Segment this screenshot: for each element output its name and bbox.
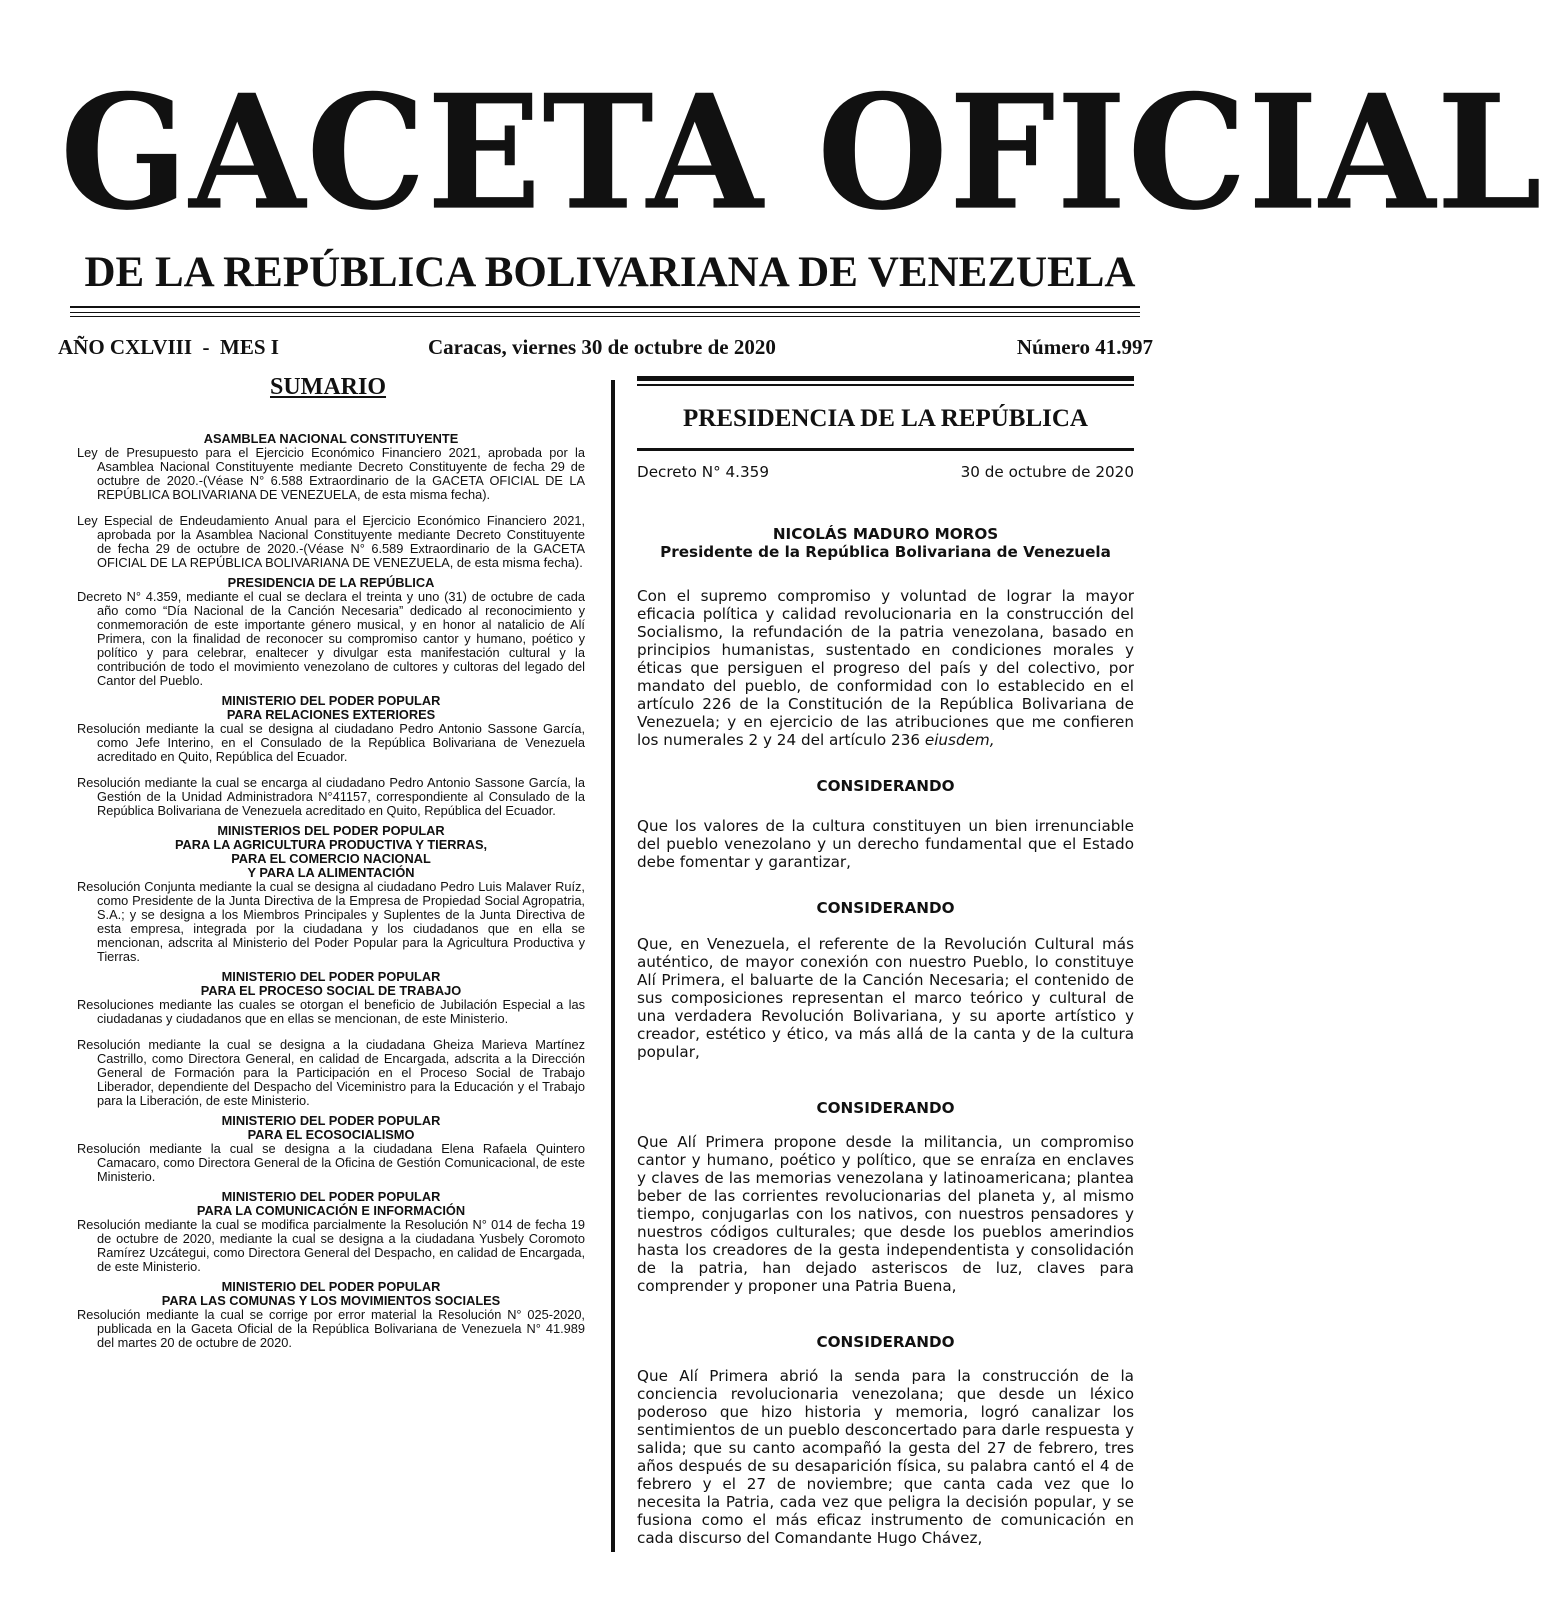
president-title: Presidente de la República Bolivariana de Venezuela (660, 543, 1111, 561)
sumario-section (77, 1114, 585, 1184)
sumario-section (77, 1280, 585, 1350)
section-heading: MINISTERIO DEL PODER POPULAR PARA EL ECOSOCIALISMO (221, 1113, 441, 1142)
decree-top-rule (637, 376, 1134, 381)
section-heading: PRESIDENCIA DE LA REPÚBLICA (227, 575, 435, 590)
decree-intro-italic: eiusdem, (924, 731, 995, 749)
decree-number-line (637, 463, 1134, 481)
issue-line (58, 333, 1153, 361)
section-heading: MINISTERIO DEL PODER POPULAR PARA RELACIONES EXTERIORES (221, 693, 441, 722)
sumario-title: SUMARIO (270, 374, 387, 400)
president-name: NICOLÁS MADURO MOROS (772, 525, 999, 543)
considerando-text: Que los valores de la cultura constituyen un bien irrenunciable del pueblo venezolano y un derecho fundamental que el Estado debe fomentar y garantizar, (637, 817, 1134, 871)
sumario-entry: Ley Especial de Endeudamiento Anual para el Ejercicio Económico Financiero 2021, aprobada por la Asamblea Nacional Constituyente mediante Decreto Constituyente de fecha 29 de octubre de 2020.-(Véase N° 6.589 Extraordinario de la GACETA OFICIAL DE LA REPÚBLICA BOLIVARIANA DE VENEZUELA, de esta misma fecha). (77, 513, 585, 570)
section-heading: MINISTERIO DEL PODER POPULAR PARA LAS COMUNAS Y LOS MOVIMIENTOS SOCIALES (161, 1279, 501, 1308)
sumario-entry: Ley de Presupuesto para el Ejercicio Económico Financiero 2021, aprobada por la Asamblea Nacional Constituyente mediante Decreto Constituyente de fecha 29 de octubre de 2020.-(Véase N° 6.588 Extraordinario de la GACETA OFICIAL DE LA REPÚBLICA BOLIVARIANA DE VENEZUELA, de esta misma fecha). (77, 445, 585, 502)
sumario-entry: Resolución mediante la cual se corrige por error material la Resolución N° 025-2020, publicada en la Gaceta Oficial de la República Bolivariana de Venezuela N° 41.989 del martes 20 de octubre de 2020. (77, 1307, 585, 1350)
sumario-entry: Decreto N° 4.359, mediante el cual se declara el treinta y uno (31) de octubre de cada año como “Día Nacional de la Canción Necesaria” dedicado al reconocimiento y conmemoración de este importante género musical, y en honor al natalicio de Alí Primera, con la finalidad de reconocer su compromiso cantor y humano, poético y político y para celebrar, enaltecer y divulgar esta manifestación cultural y la contribución de todo el movimiento venezolano de cultores y cultoras del legado del Cantor del Pueblo. (77, 589, 585, 688)
considerando-text: Que, en Venezuela, el referente de la Revolución Cultural más auténtico, de mayor conexión con nuestro Pueblo, lo constituye Alí Primera, el baluarte de la Canción Necesaria; el contenido de sus composiciones representan el marco teórico y cultural de una verdadera Revolución Bolivariana, y su aporte artístico y creador, estético y ético, va más allá de la canta y de la cultura popular, (637, 935, 1134, 1061)
section-heading: MINISTERIO DEL PODER POPULAR PARA EL PROCESO SOCIAL DE TRABAJO (200, 969, 462, 998)
sumario-section (77, 576, 585, 688)
decree-top-rule-thin (637, 384, 1134, 386)
decree-intro-text: Con el supremo compromiso y voluntad de lograr la mayor eficacia política y calidad revolucionaria en la construcción del Socialismo, la refundación de la patria venezolana, basado en principios humanistas, sustentado en condiciones morales y éticas que persiguen el progreso del país y del colectivo, por mandato del pueblo, de conformidad con lo establecido en el artículo 226 de la Constitución de la República Bolivariana de Venezuela; y en ejercicio de las atribuciones que me confieren los numerales 2 y 24 del artículo 236 (637, 587, 1134, 749)
presidencia-rule (637, 448, 1134, 451)
sumario-entry: Resolución Conjunta mediante la cual se designa al ciudadano Pedro Luis Malaver Ruíz, como Presidente de la Junta Directiva de la Empresa de Propiedad Social Agropatria, S.A.; y se designa a los Miembros Principales y Suplentes de la Junta Directiva de esta empresa, integrada por la ciudadana y los ciudadanos que en ella se mencionan, adscrita al Ministerio del Poder Popular para la Agricultura Productiva y Tierras. (77, 879, 585, 964)
sumario-column (77, 432, 585, 1356)
sumario-entry: Resolución mediante la cual se modifica parcialmente la Resolución N° 014 de fecha 19 de octubre de 2020, mediante la cual se designa a la ciudadana Yusbely Coromoto Ramírez Uzcátegui, como Directora General del Despacho, en calidad de Encargada, de este Ministerio. (77, 1217, 585, 1274)
sumario-section (77, 432, 585, 570)
decree-intro (637, 587, 1134, 749)
decree-column (637, 376, 1134, 1547)
section-heading: ASAMBLEA NACIONAL CONSTITUYENTE (203, 431, 459, 446)
column-divider (611, 380, 615, 1552)
masthead-rule-3 (70, 316, 1140, 317)
sumario-section (77, 1190, 585, 1274)
sumario-section (77, 824, 585, 964)
sumario-section (77, 694, 585, 818)
considerando-text: Que Alí Primera propone desde la militancia, un compromiso cantor y humano, poético y político, que se enraíza en enclaves y claves de las memorias venezolana y latinoamericana; plantea beber de las corrientes revolucionarias del planeta y, al mismo tiempo, conjugarlas con los nativos, con nuestros pensadores y nuestros códigos culturales; que desde los pueblos amerindios hasta los creadores de la gesta independentista y consolidación de la patria, han dejado asteriscos de luz, claves para comprender y proponer una Patria Buena, (637, 1133, 1134, 1295)
sumario-entry: Resolución mediante la cual se encarga al ciudadano Pedro Antonio Sassone García, la Gestión de la Unidad Administradora N°41157, correspondiente al Consulado de la República Bolivariana de Venezuela acreditado en Quito, República del Ecuador. (77, 775, 585, 818)
considerando-heading: CONSIDERANDO (816, 1099, 955, 1117)
considerando-text: Que Alí Primera abrió la senda para la construcción de la conciencia revolucionaria venezolana; que desde un léxico poderoso que hizo historia y memoria, logró canalizar los sentimientos de un pueblo desconcertado para darle respuesta y salida; que su canto acompañó la gesta del 27 de febrero, tres años después de su desaparición física, su palabra cantó el 4 de febrero y el 27 de noviembre; que canta cada vez que lo necesita la Patria, cada vez que peligra la decisión popular, y se fusiona como el más eficaz instrumento de comunicación en cada discurso del Comandante Hugo Chávez, (637, 1367, 1134, 1547)
sumario-entry: Resolución mediante la cual se designa a la ciudadana Elena Rafaela Quintero Camacaro, como Directora General de la Oficina de Gestión Comunicacional, de este Ministerio. (77, 1141, 585, 1184)
issue-year-month: AÑO CXLVIII - MES I (58, 335, 279, 359)
section-heading: MINISTERIO DEL PODER POPULAR PARA LA COMUNICACIÓN E INFORMACIÓN (196, 1189, 466, 1218)
masthead-rule-1 (70, 306, 1140, 308)
presidencia-title: PRESIDENCIA DE LA REPÚBLICA (683, 405, 1088, 432)
sumario-section (77, 970, 585, 1108)
masthead-rule-2 (70, 312, 1140, 313)
sumario-entry: Resoluciones mediante las cuales se otorgan el beneficio de Jubilación Especial a las ciudadanas y ciudadanos que en ellas se mencionan, de este Ministerio. (77, 997, 585, 1026)
section-heading: MINISTERIOS DEL PODER POPULAR PARA LA AGRICULTURA PRODUCTIVA Y TIERRAS, PARA EL COMERCIO NACIONAL Y PARA LA ALIMENTACIÓN (174, 823, 488, 880)
masthead-subtitle: DE LA REPÚBLICA BOLIVARIANA DE VENEZUELA (84, 249, 1136, 296)
sumario-entry: Resolución mediante la cual se designa a la ciudadana Gheiza Marieva Martínez Castrillo, como Directora General, en calidad de Encargada, adscrita a la Dirección General de Formación para la Participación en el Proceso Social de Trabajo Liberador, dependiente del Despacho del Viceministro para la Educación y el Trabajo para la Liberación, de este Ministerio. (77, 1037, 585, 1108)
considerando-heading: CONSIDERANDO (816, 777, 955, 795)
issue-place-date: Caracas, viernes 30 de octubre de 2020 (428, 335, 776, 359)
decree-date: 30 de octubre de 2020 (960, 463, 1134, 481)
considerando-heading: CONSIDERANDO (816, 1333, 955, 1351)
sumario-entry: Resolución mediante la cual se designa al ciudadano Pedro Antonio Sassone García, como Jefe Interino, en el Consulado de la República Bolivariana de Venezuela acreditado en Quito, República del Ecuador. (77, 721, 585, 764)
issue-number: Número 41.997 (1016, 335, 1153, 359)
masthead-title: GACETA OFICIAL (60, 60, 1543, 246)
decree-number: Decreto N° 4.359 (637, 463, 769, 481)
considerando-heading: CONSIDERANDO (816, 899, 955, 917)
